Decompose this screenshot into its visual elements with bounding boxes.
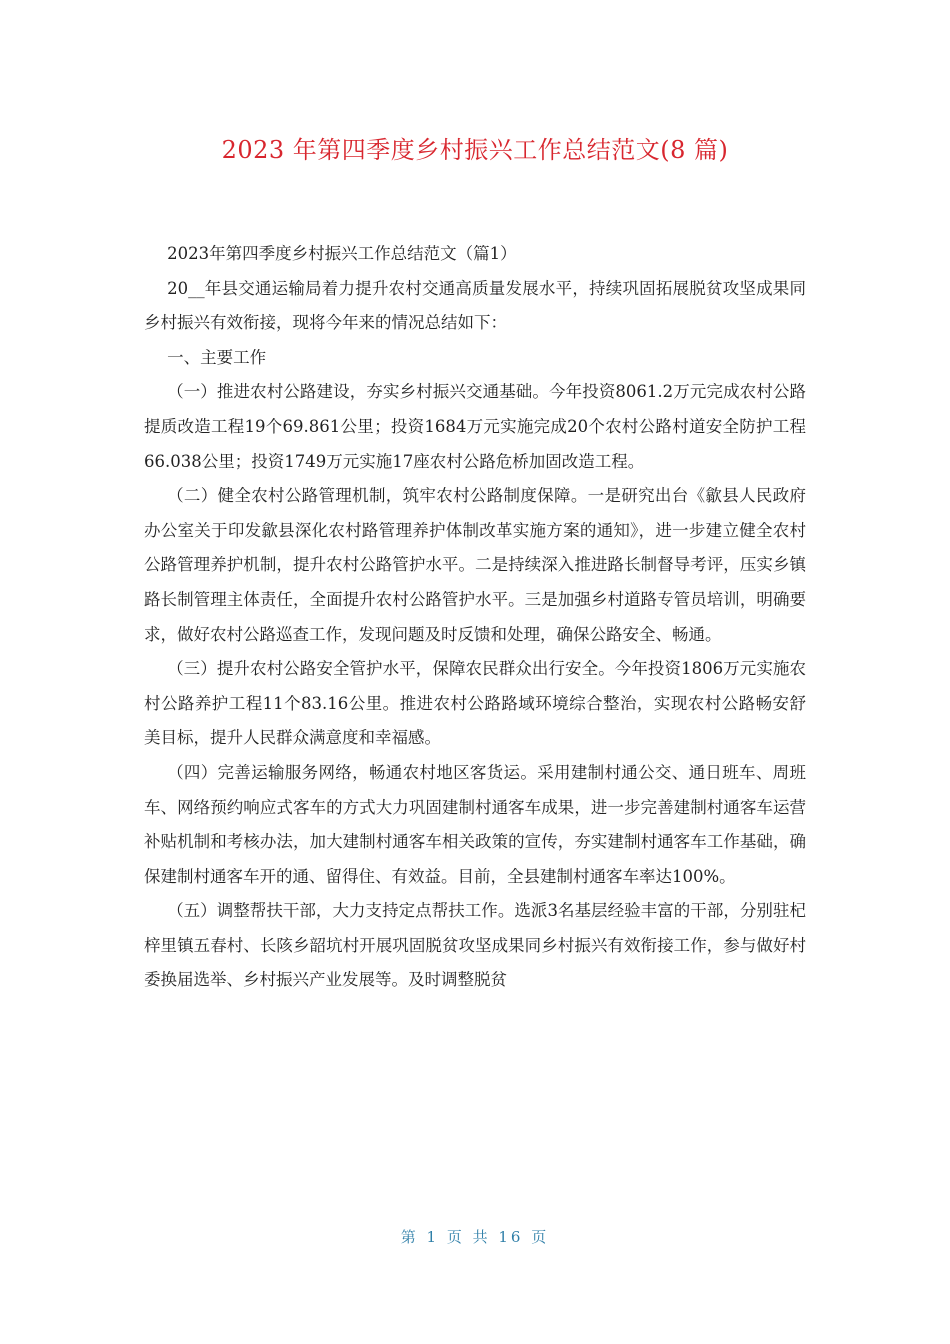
- paragraph-item-4: （四）完善运输服务网络，畅通农村地区客货运。采用建制村通公交、通日班车、周班车、网络预约响应式客车的方式大力巩固建制村通客车成果，进一步完善建制村通客车运营补贴机制和考核办法，加大建制村通客车相关政策的宣传，夯实建制村通客车工作基础，确保建制村通客车开的通、留得住、有效益。目前，全县建制村通客车率达100%。: [144, 762, 806, 886]
- paragraph-intro: 20__年县交通运输局着力提升农村交通高质量发展水平，持续巩固拓展脱贫攻坚成果同乡村振兴有效衔接，现将今年来的情况总结如下：: [144, 278, 806, 333]
- paragraph-item-1: （一）推进农村公路建设，夯实乡村振兴交通基础。今年投资8061.2万元完成农村公路提质改造工程19个69.861公里；投资1684万元实施完成20个农村公路村道安全防护工程66.038公里；投资1749万元实施17座农村公路危桥加固改造工程。: [144, 382, 806, 471]
- paragraph-item-2: （二）健全农村公路管理机制，筑牢农村公路制度保障。一是研究出台《歙县人民政府办公室关于印发歙县深化农村路管理养护体制改革实施方案的通知》，进一步建立健全农村公路管理养护机制，提升农村公路管护水平。二是持续深入推进路长制督导考评，压实乡镇路长制管理主体责任，全面提升农村公路管护水平。三是加强乡村道路专管员培训，明确要求，做好农村公路巡查工作，发现问题及时反馈和处理，确保公路安全、畅通。: [144, 486, 806, 644]
- document-title: 2023 年第四季度乡村振兴工作总结范文(8 篇): [221, 136, 729, 164]
- paragraph-item-5: （五）调整帮扶干部，大力支持定点帮扶工作。选派3名基层经验丰富的干部，分别驻杞梓里镇五春村、长陔乡韶坑村开展巩固脱贫攻坚成果同乡村振兴有效衔接工作，参与做好村委换届选举、乡村振兴产业发展等。及时调整脱贫: [144, 901, 806, 990]
- page-footer: [0, 1226, 950, 1247]
- footer-total-pages: 16: [498, 1228, 524, 1246]
- section-heading: 一、主要工作: [167, 347, 267, 367]
- footer-middle: 页 共: [446, 1228, 491, 1246]
- footer-suffix: 页: [531, 1228, 550, 1246]
- footer-prefix: 第: [400, 1228, 419, 1246]
- document-body: [144, 237, 806, 998]
- footer-page-number: 1: [426, 1228, 440, 1246]
- paragraph-heading: 2023年第四季度乡村振兴工作总结范文（篇1）: [167, 244, 517, 263]
- paragraph-item-3: （三）提升农村公路安全管护水平，保障农民群众出行安全。今年投资1806万元实施农村公路养护工程11个83.16公里。推进农村公路路域环境综合整治，实现农村公路畅安舒美目标，提升人民群众满意度和幸福感。: [144, 659, 806, 748]
